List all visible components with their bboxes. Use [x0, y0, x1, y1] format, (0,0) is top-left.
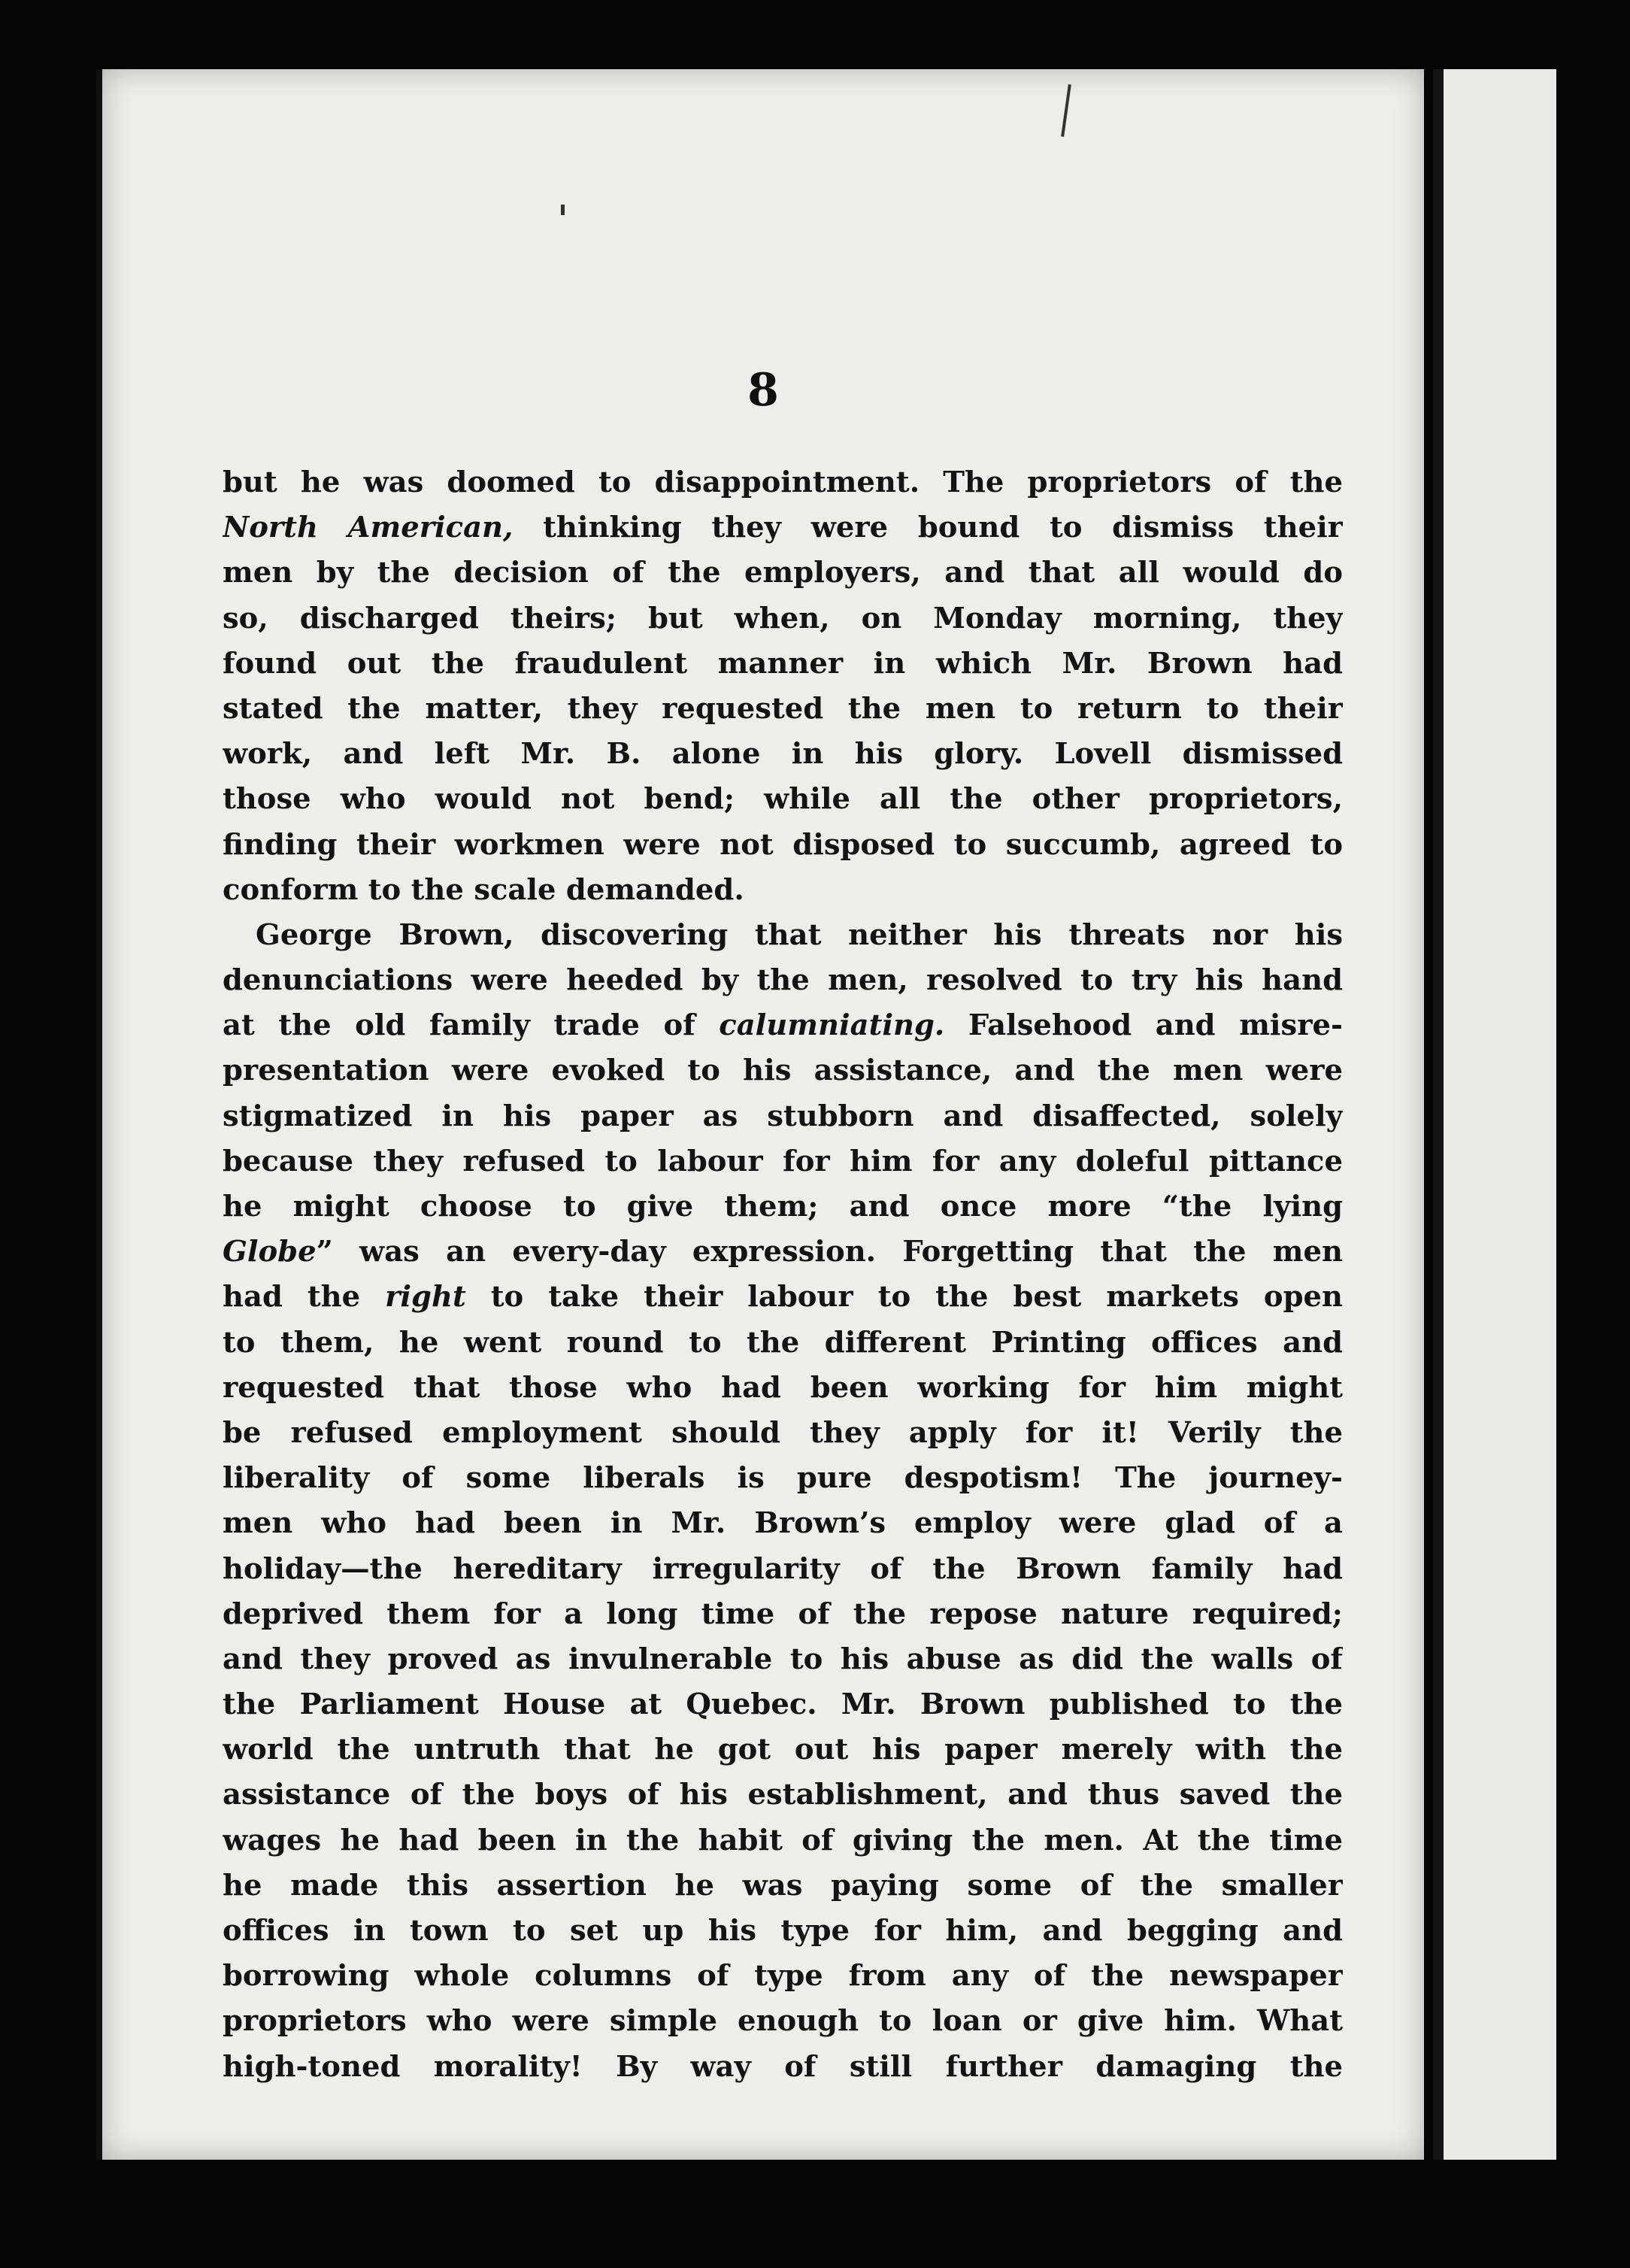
text-run: Falsehood and misre- [944, 1008, 1343, 1043]
text-run: men who had been in Mr. Brown’s employ were glad of a [223, 1506, 1343, 1541]
text-line [223, 1094, 1343, 1139]
text-line [223, 1320, 1343, 1366]
text-run: stigmatized in his paper as stubborn and disaffected, solely [223, 1099, 1343, 1133]
text-run: at the old family trade of [223, 1008, 720, 1043]
text-line [223, 1682, 1343, 1727]
text-run: and they proved as invulnerable to his abuse as did the walls of [223, 1642, 1343, 1676]
text-line [223, 1954, 1343, 1999]
italic-text: North American, [223, 511, 514, 545]
body-text [223, 460, 1343, 2090]
text-line [223, 1909, 1343, 1954]
text-line [223, 550, 1343, 596]
text-run: the Parliament House at Quebec. Mr. Brown published to the [223, 1687, 1343, 1722]
text-run: had the [223, 1280, 386, 1314]
text-run: so, discharged theirs; but when, on Monday morning, they [223, 601, 1343, 635]
text-line [223, 1048, 1343, 1093]
text-line [223, 868, 1343, 913]
text-line [223, 1411, 1343, 1456]
text-line [223, 687, 1343, 732]
book-page [96, 69, 1424, 2160]
text-line [223, 596, 1343, 641]
adjacent-page-edge [1433, 69, 1556, 2160]
text-run: George Brown, discovering that neither his threats nor his [256, 917, 1343, 952]
text-run: those who would not bend; while all the other proprietors, [223, 782, 1343, 817]
text-line [223, 1592, 1343, 1637]
text-run: he might choose to give them; and once more “the lying [223, 1190, 1343, 1223]
page-number: 8 [747, 364, 779, 417]
text-line [223, 1366, 1343, 1411]
text-line [223, 1230, 1343, 1275]
text-run: to them, he went round to the different Printing offices and [223, 1325, 1343, 1360]
text-run: be refused employment should they apply for it! Verily the [223, 1415, 1343, 1450]
text-line [223, 1637, 1343, 1682]
text-run: thinking they were bound to dismiss their [513, 511, 1343, 545]
text-run: work, and left Mr. B. alone in his glory. Lovell dismissed [223, 737, 1343, 772]
text-line [223, 958, 1343, 1003]
text-run: wages he had been in the habit of giving the men. At the time [223, 1823, 1343, 1857]
text-run: offices in town to set up his type for him, and begging and [223, 1914, 1343, 1948]
text-run: he made this assertion he was paying some of the smaller [223, 1868, 1343, 1903]
text-run: proprietors who were simple enough to loan or give him. What [223, 2004, 1343, 2039]
text-run: assistance of the boys of his establishment, and thus saved the [223, 1778, 1343, 1812]
text-run: deprived them for a long time of the repose nature required; [223, 1596, 1343, 1631]
text-run: requested that those who had been working for him might [223, 1370, 1343, 1405]
text-run: stated the matter, they requested the men to return to their [223, 691, 1343, 726]
text-line [223, 777, 1343, 822]
scan-speck [561, 205, 565, 215]
text-run: ” was an every-day expression. Forgetting that the men [316, 1235, 1343, 1269]
text-line [223, 1999, 1343, 2044]
text-line [223, 1139, 1343, 1184]
text-run: conform to the scale demanded. [223, 872, 744, 907]
text-line [223, 460, 1343, 505]
text-line [223, 1547, 1343, 1592]
text-line [223, 1727, 1343, 1772]
italic-text: calumniating. [719, 1008, 945, 1043]
text-line [223, 505, 1343, 550]
text-run: world the untruth that he got out his paper merely with the [223, 1733, 1343, 1767]
text-line [223, 1275, 1343, 1320]
text-run: finding their workmen were not disposed to succumb, agreed to [223, 827, 1343, 862]
text-line [223, 1772, 1343, 1818]
text-run: found out the fraudulent manner in which Mr. Brown had [223, 646, 1343, 681]
text-run: high-toned morality! By way of still further damaging the [223, 2049, 1343, 2084]
text-run: because they refused to labour for him for any doleful pittance [223, 1144, 1343, 1178]
text-run: presentation were evoked to his assistance, and the men were [223, 1054, 1343, 1088]
text-line [223, 1003, 1343, 1048]
text-run: denunciations were heeded by the men, resolved to try his hand [223, 963, 1343, 998]
text-run: borrowing whole columns of type from any of the newspaper [223, 1959, 1343, 1994]
text-line [223, 1501, 1343, 1546]
text-line [223, 641, 1343, 687]
italic-text: Globe [223, 1235, 317, 1269]
text-run: holiday—the hereditary irregularity of the Brown family had [223, 1551, 1343, 1586]
scan-speck [1061, 84, 1071, 137]
text-run: men by the decision of the employers, and that all would do [223, 556, 1343, 590]
text-line [223, 732, 1343, 777]
text-line [223, 1184, 1343, 1230]
text-line [223, 1456, 1343, 1501]
text-line [223, 913, 1343, 958]
text-line [223, 1863, 1343, 1909]
italic-text: right [385, 1280, 466, 1314]
text-run: but he was doomed to disappointment. The proprietors of the [223, 465, 1343, 499]
text-run: to take their labour to the best markets open [465, 1280, 1343, 1314]
text-line [223, 1818, 1343, 1863]
text-line [223, 823, 1343, 868]
text-line [223, 2045, 1343, 2090]
text-run: liberality of some liberals is pure despotism! The journey- [223, 1461, 1343, 1496]
